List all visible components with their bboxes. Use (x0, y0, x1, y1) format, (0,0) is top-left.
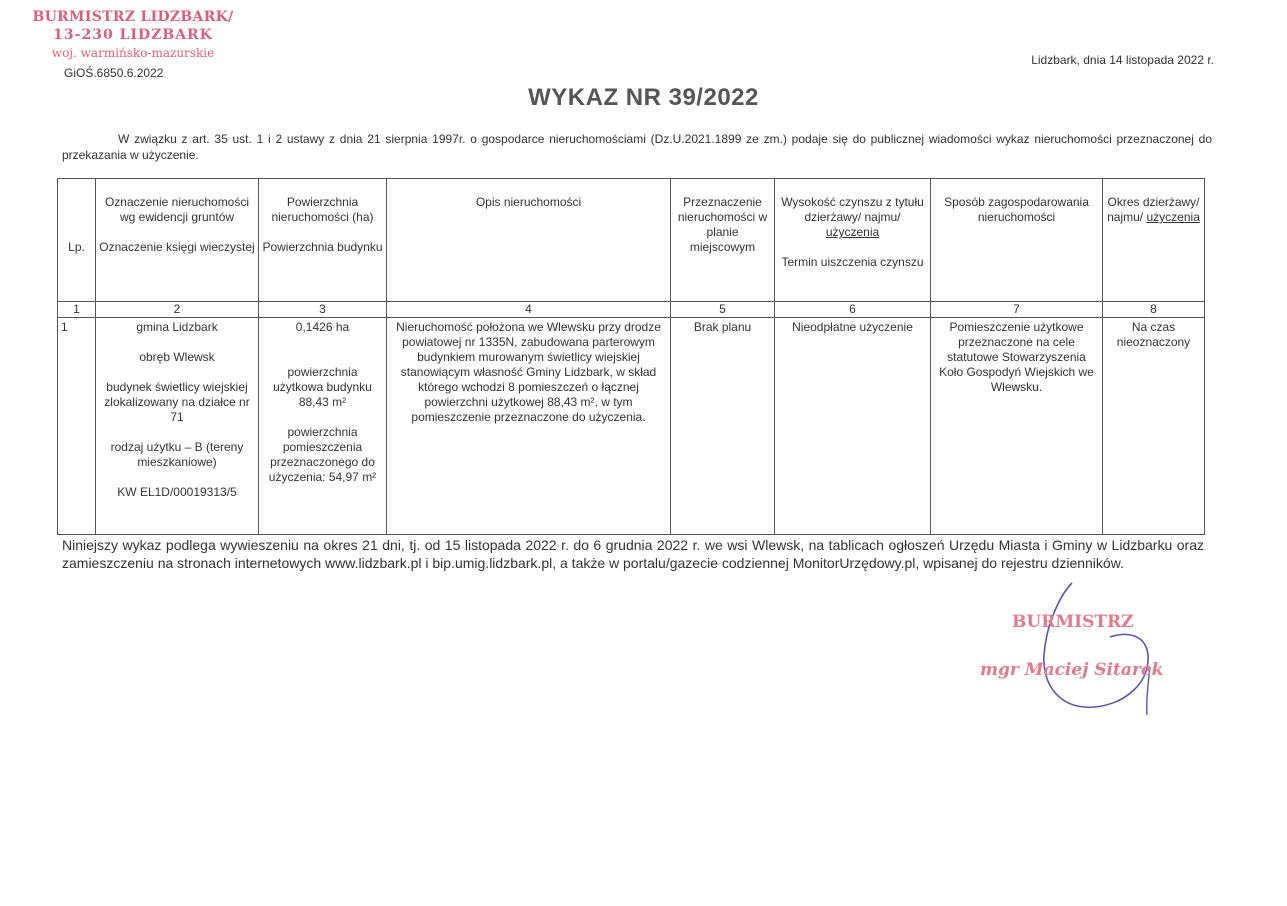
document-title: WYKAZ NR 39/2022 (528, 84, 759, 111)
property-table (57, 178, 1205, 535)
column-number: 1 (58, 302, 96, 318)
cell-area-building: powierzchnia użytkowa budynku 88,43 m² (273, 365, 372, 409)
column-number: 2 (96, 302, 259, 318)
stamp-line-3: woj. warmińsko-mazurskie (51, 46, 215, 60)
cell-area-room: powierzchnia pomieszczenia przeznaczonego do użyczenia: 54,97 m² (268, 425, 377, 484)
cell-period: Na czas nieoznaczony (1103, 318, 1205, 535)
cell-building: budynek świetlicy wiejskiej zlokalizowany na działce nr 71 (104, 380, 250, 424)
place-and-date: Lidzbark, dnia 14 listopada 2022 r. (1031, 53, 1214, 67)
header-lp: Lp. (58, 179, 96, 302)
header-area-property: Powierzchnia nieruchomości (ha) (271, 195, 374, 224)
signature-stamp-title: BURMISTRZ (1012, 612, 1134, 632)
column-number: 7 (931, 302, 1103, 318)
column-number: 3 (259, 302, 387, 318)
header-rent (775, 179, 931, 302)
stamp-line-1: BURMISTRZ LIDZBARK/ (32, 9, 234, 25)
cell-rent: Nieodpłatne użyczenie (775, 318, 931, 535)
column-number: 8 (1103, 302, 1205, 318)
header-rent-amount: Wysokość czynszu z tytułu dzierżawy/ najmu/ (781, 195, 924, 224)
posting-notice: Niniejszy wykaz podlega wywieszeniu na okres 21 dni, tj. od 15 listopada 2022 r. do 6 grudnia 2022 r. we wsi Wlewsk, na tablicach ogłoszeń Urzędu Miasta i Gminy w Lidzbarku oraz zamieszczeniu na stronach internetowych www.lidzbark.pl i bip.umig.lidzbark.pl, a także w portalu/gazecie codziennej MonitorUrzędowy.pl, wpisanej do rejestru dzienników. (62, 537, 1204, 571)
header-designation (96, 179, 259, 302)
header-designation-land: Oznaczenie nieruchomości wg ewidencji gruntów (104, 195, 250, 224)
table-header-row (58, 179, 1205, 302)
header-description: Opis nieruchomości (387, 179, 671, 302)
signature-stamp-name: mgr Maciej Sitarek (980, 660, 1164, 680)
header-rent-amount-underlined: użyczenia (825, 225, 880, 239)
intro-paragraph: W związku z art. 35 ust. 1 i 2 ustawy z dnia 21 sierpnia 1997r. o gospodarce nieruchomościami (Dz.U.2021.1899 ze zm.) podaje się do publicznej wiadomości wykaz nieruchomości przeznaczonej do przekazania w użyczenie. (62, 132, 1212, 162)
handwritten-signature (1000, 575, 1170, 720)
cell-land-register: KW EL1D/00019313/5 (117, 485, 237, 499)
stamp-line-2: 13-230 LIDZBARK (53, 27, 213, 43)
cell-area (259, 318, 387, 535)
cell-designation (96, 318, 259, 535)
cell-commune: gmina Lidzbark (136, 320, 218, 334)
column-number-row (58, 302, 1205, 318)
header-period-underlined: użyczenia (1146, 210, 1200, 224)
office-stamp (18, 8, 248, 62)
header-purpose: Przeznaczenie nieruchomości w planie miejscowym (671, 179, 775, 302)
signature-loop (1044, 583, 1148, 707)
cell-use: Pomieszczenie użytkowe przeznaczone na cele statutowe Stowarzyszenia Koło Gospodyń Wiejskich we Wlewsku. (931, 318, 1103, 535)
column-number: 4 (387, 302, 671, 318)
header-rent-term: Termin uiszczenia czynszu (781, 255, 924, 269)
cell-land-use: rodzaj użytku – B (tereny mieszkaniowe) (110, 440, 244, 469)
cell-area-property: 0,1426 ha (295, 320, 350, 334)
cell-purpose: Brak planu (671, 318, 775, 535)
header-area-building: Powierzchnia budynku (262, 240, 383, 254)
table-row (58, 318, 1205, 535)
header-area (259, 179, 387, 302)
cell-precinct: obręb Wlewsk (139, 350, 215, 364)
header-period-text: Okres dzierżawy/ najmu/ (1107, 195, 1200, 224)
header-use: Sposób zagospodarowania nieruchomości (931, 179, 1103, 302)
cell-lp: 1 (58, 318, 96, 535)
cell-description: Nieruchomość położona we Wlewsku przy drodze powiatowej nr 1335N, zabudowana parterowym budynkiem murowanym świetlicy wiejskiej stanowiącym własność Gminy Lidzbark, w skład którego wchodzi 8 pomieszczeń o łącznej powierzchni użytkowej 88,43 m², w tym pomieszczenie przeznaczone do użyczenia. (387, 318, 671, 535)
column-number: 5 (671, 302, 775, 318)
header-period (1103, 179, 1205, 302)
reference-number: GiOŚ.6850.6.2022 (64, 66, 164, 80)
header-designation-register: Oznaczenie księgi wieczystej (99, 240, 255, 254)
column-number: 6 (775, 302, 931, 318)
